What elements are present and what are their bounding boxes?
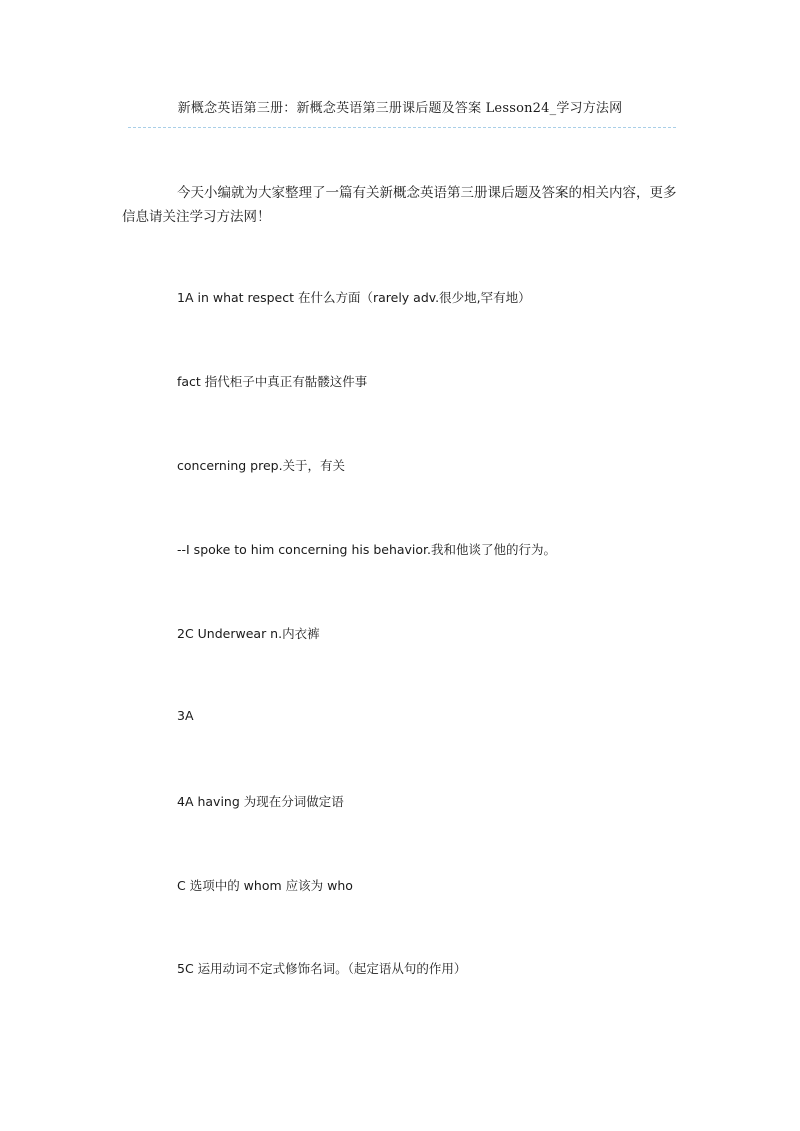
answer-line: 3A [177,708,194,723]
answer-line: 4A having 为现在分词做定语 [177,794,344,809]
answer-line: fact 指代柜子中真正有骷髅这件事 [177,374,368,389]
title-divider [128,127,676,128]
answer-line: C 选项中的 whom 应该为 who [177,878,353,893]
answer-line: 1A in what respect 在什么方面（rarely adv.很少地,罕有地） [177,290,531,305]
answer-line: concerning prep.关于，有关 [177,458,346,473]
page-title: 新概念英语第三册：新概念英语第三册课后题及答案 Lesson24_学习方法网 [177,101,623,116]
answer-line: 5C 运用动词不定式修饰名词。（起定语从句的作用） [177,961,467,976]
answer-line: 2C Underwear n.内衣裤 [177,626,320,641]
intro-paragraph: 今天小编就为大家整理了一篇有关新概念英语第三册课后题及答案的相关内容，更多信息请关注学习方法网！ [122,185,677,225]
answer-line: --I spoke to him concerning his behavior.我和他谈了他的行为。 [177,542,557,557]
